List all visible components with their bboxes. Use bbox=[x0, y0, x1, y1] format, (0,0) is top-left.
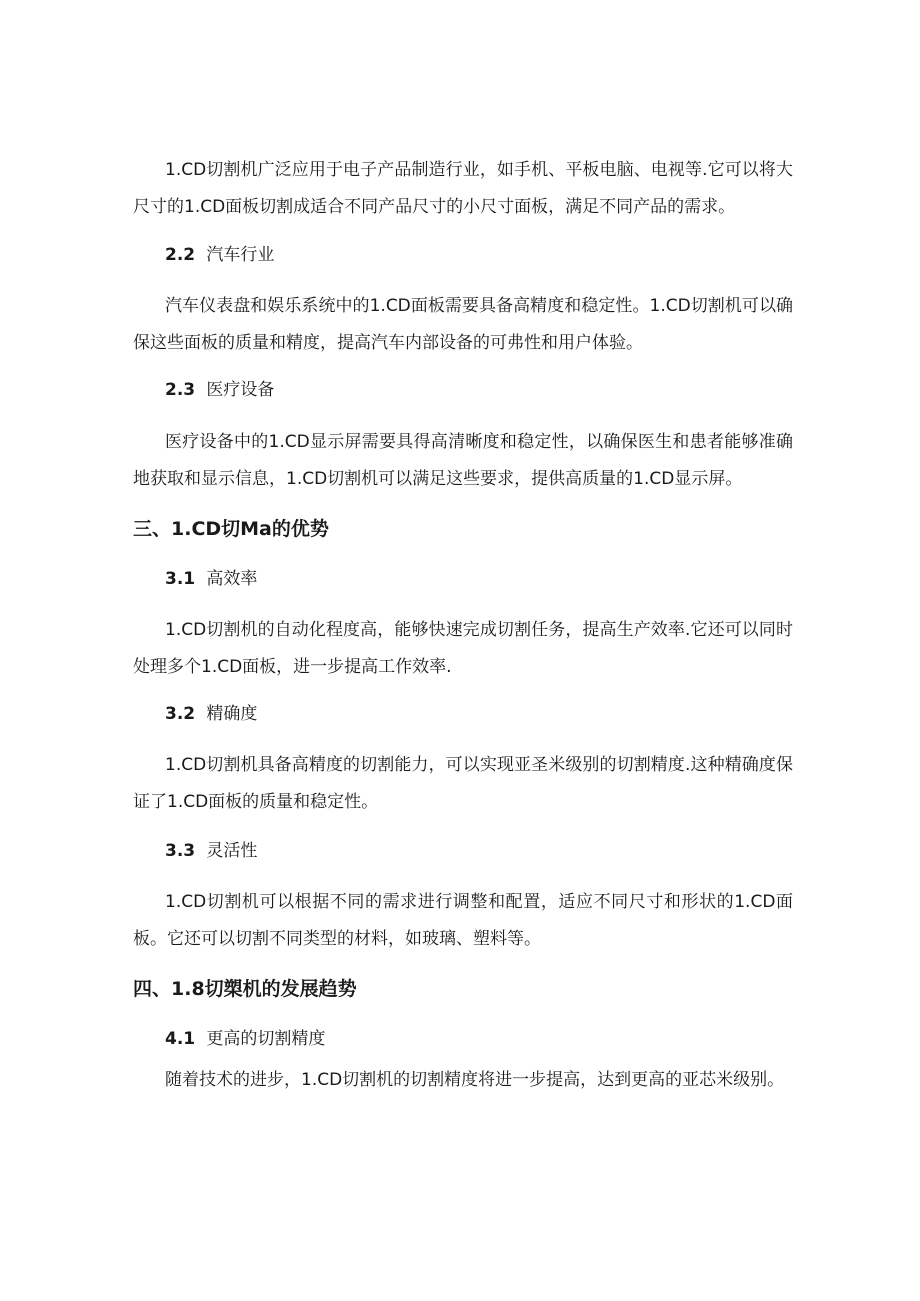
subheading-title: 更高的切割精度 bbox=[206, 1029, 326, 1049]
subheading-4-1 bbox=[165, 1027, 325, 1051]
section-heading-advantages: 三、1.CD切Ma的优势 bbox=[133, 518, 329, 540]
paragraph-electronics: 1.CD切割机广泛应用于电子产品制造行业，如手机、平板电脑、电视等.它可以将大尺寸的1.CD面板切割成适合不同产品尺寸的小尺寸面板，满足不同产品的需求。 bbox=[133, 160, 793, 217]
paragraph-flexibility: 1.CD切割机可以根据不同的需求进行调整和配置，适应不同尺寸和形状的1.CD面板。它还可以切割不同类型的材料，如玻璃、塑料等。 bbox=[133, 892, 793, 949]
subheading-2-2 bbox=[165, 243, 274, 267]
subheading-3-1 bbox=[165, 567, 257, 591]
subheading-title: 汽车行业 bbox=[206, 245, 275, 265]
subheading-title: 精确度 bbox=[206, 704, 258, 724]
subheading-number: 3.3 bbox=[165, 841, 196, 861]
subheading-number: 3.1 bbox=[165, 569, 196, 589]
subheading-title: 高效率 bbox=[206, 569, 258, 589]
subheading-3-3 bbox=[165, 839, 257, 863]
subheading-number: 2.2 bbox=[165, 245, 196, 265]
subheading-2-3 bbox=[165, 378, 274, 402]
subheading-title: 灵活性 bbox=[206, 841, 258, 861]
subheading-number: 3.2 bbox=[165, 704, 196, 724]
paragraph-medical: 医疗设备中的1.CD显示屏需要具得高清晰度和稳定性，以确保医生和患者能够准确地获取和显示信息，1.CD切割机可以满足这些要求，提供高质量的1.CD显示屏。 bbox=[133, 432, 793, 489]
section-heading-trends: 四、1.8切槊机的发展趋势 bbox=[133, 978, 357, 1000]
subheading-title: 医疗设备 bbox=[206, 380, 275, 400]
subheading-3-2 bbox=[165, 702, 257, 726]
paragraph-efficiency: 1.CD切割机的自动化程度高，能够快速完成切割任务，提高生产效率.它还可以同时处理多个1.CD面板，进一步提高工作效率. bbox=[133, 620, 793, 677]
paragraph-automotive: 汽车仪表盘和娱乐系统中的1.CD面板需要具备高精度和稳定性。1.CD切割机可以确保这些面板的质量和精度，提高汽车内部设备的可弗性和用户体验。 bbox=[133, 296, 793, 353]
subheading-number: 4.1 bbox=[165, 1029, 196, 1049]
subheading-number: 2.3 bbox=[165, 380, 196, 400]
paragraph-higher-precision: 随着技术的进步，1.CD切割机的切割精度将进一步提高，达到更高的亚芯米级别。 bbox=[165, 1070, 785, 1090]
paragraph-precision: 1.CD切割机具备高精度的切割能力，可以实现亚圣米级别的切割精度.这种精确度保证了1.CD面板的质量和稳定性。 bbox=[133, 755, 793, 812]
